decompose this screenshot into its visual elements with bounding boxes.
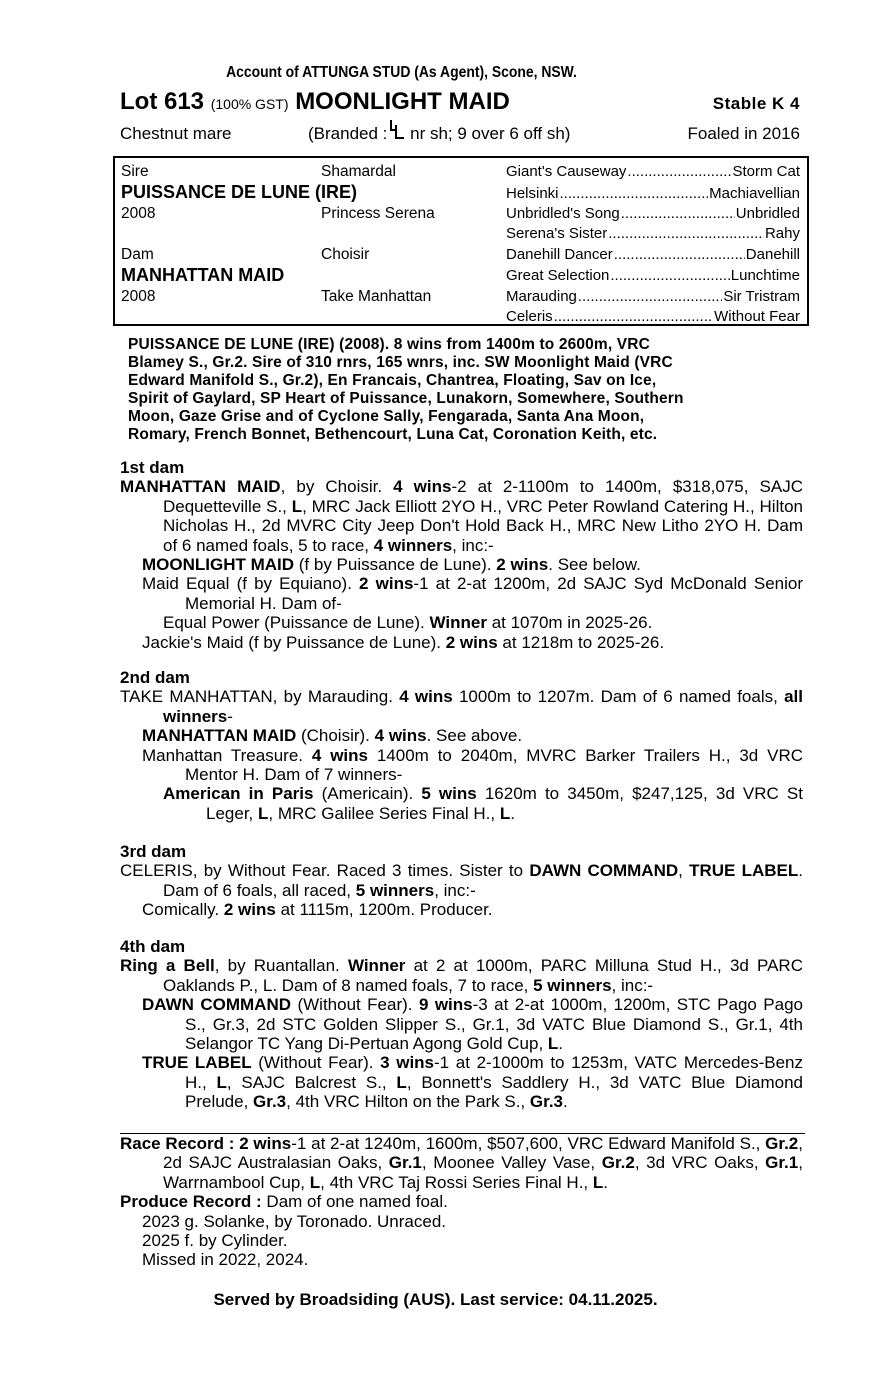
fourth-dam-section xyxy=(120,937,803,1112)
lot-title-line xyxy=(120,88,802,118)
account-line: Account of ATTUNGA STUD (As Agent), Scone, NSW. xyxy=(226,64,577,81)
progeny-entry: MANHATTAN MAID (Choisir). 4 wins. See above. xyxy=(142,726,523,746)
third-dam-text: CELERIS, by Without Fear. Raced 3 times. Sister to DAWN COMMAND, TRUE LABEL. Dam of 6 foals, all raced, 5 winners, inc:- xyxy=(120,861,803,900)
first-dam-section xyxy=(120,458,803,652)
progeny-entry: American in Paris (Americain). 5 wins 1620m to 3450m, $247,125, 3d VRC St Leger, L, MRC Galilee Series Final H., L. xyxy=(163,784,803,823)
pedigree-table xyxy=(113,156,809,326)
sex-colour: Chestnut mare xyxy=(120,124,232,143)
progeny-entry: Manhattan Treasure. 4 wins 1400m to 2040m, MVRC Barker Trailers H., 3d VRC Mentor H. Dam of 7 winners- xyxy=(142,745,803,785)
sire-dam: Princess Serena xyxy=(321,205,435,222)
brand-suffix: nr sh; 9 over 6 off sh) xyxy=(410,124,571,143)
dam-dam: Take Manhattan xyxy=(321,288,432,305)
first-dam-heading: 1st dam xyxy=(120,458,185,477)
progeny-entry: MOONLIGHT MAID (f by Puissance de Lune). 2 wins. See below. xyxy=(142,555,641,575)
dam-name: MANHATTAN MAID xyxy=(121,265,285,285)
fourth-dam-heading: 4th dam xyxy=(120,937,186,956)
ancestor-row: Unbridled's Song ..... Unbridled xyxy=(506,205,800,222)
sire-name: PUISSANCE DE LUNE (IRE) xyxy=(121,182,358,202)
race-record: Race Record : 2 wins-1 at 2-at 1240m, 1600m, $507,600, VRC Edward Manifold S., Gr.2, 2d SAJC Australasian Oaks, Gr.1, Moonee Valley Vase, Gr.2, 3d VRC Oaks, Gr.1, Warrnambool Cup, L, 4th VRC Taj Rossi Series Final H., L. xyxy=(120,1134,803,1192)
progeny-entry: Comically. 2 wins at 1115m, 1200m. Producer. xyxy=(142,900,493,920)
sire-summary-line: Edward Manifold S., Gr.2), En Francais, Chantrea, Floating, Sav on Ice, xyxy=(128,372,657,389)
ancestor-row: Serena's Sister ..... Rahy xyxy=(506,225,800,242)
second-dam-text: TAKE MANHATTAN, by Marauding. 4 wins 1000m to 1207m. Dam of 6 named foals, all winners- xyxy=(120,687,803,726)
third-dam-section xyxy=(120,842,803,920)
served-by-note: Served by Broadsiding (AUS). Last service: 04.11.2025. xyxy=(213,1290,658,1309)
foaled-year: Foaled in 2016 xyxy=(687,124,800,143)
produce-item: 2023 g. Solanke, by Toronado. Unraced. xyxy=(142,1211,447,1231)
sire-summary xyxy=(128,336,796,444)
produce-item: Missed in 2022, 2024. xyxy=(142,1250,309,1270)
ancestor-row: Marauding ..... Sir Tristram xyxy=(506,288,800,305)
brand-mark-icon xyxy=(389,126,405,140)
ancestor-row: Danehill Dancer ..... Danehill xyxy=(506,246,800,263)
sire-year: 2008 xyxy=(121,205,156,222)
progeny-entry: Maid Equal (f by Equiano). 2 wins-1 at 2-at 1200m, 2d SAJC Syd McDonald Senior Memorial H. Dam of- xyxy=(142,574,804,613)
sire-label: Sire xyxy=(121,163,149,180)
brand-prefix: (Branded : xyxy=(308,124,388,143)
lot-title xyxy=(120,88,510,116)
brand-info xyxy=(308,124,570,144)
produce-item: 2025 f. by Cylinder. xyxy=(142,1231,288,1251)
second-dam-section xyxy=(120,668,803,823)
progeny-entry: Equal Power (Puissance de Lune). Winner at 1070m in 2025-26. xyxy=(163,613,653,633)
progeny-entry: TRUE LABEL (Without Fear). 3 wins-1 at 2-1000m to 1253m, VATC Mercedes-Benz H., L, SAJC Balcrest S., L, Bonnett's Saddlery H., 3d VATC Blue Diamond Prelude, Gr.3, 4th VRC Hilton on the Park S., Gr.3. xyxy=(142,1053,803,1112)
horse-name: MOONLIGHT MAID xyxy=(295,88,510,115)
progeny-entry: Jackie's Maid (f by Puissance de Lune). 2 wins at 1218m to 2025-26. xyxy=(142,632,665,652)
produce-record: Produce Record : Dam of one named foal. xyxy=(120,1192,448,1212)
second-dam-heading: 2nd dam xyxy=(120,668,190,687)
dam-sire: Choisir xyxy=(321,246,370,263)
sire-summary-line: PUISSANCE DE LUNE (IRE) (2008). 8 wins from 1400m to 2600m, VRC xyxy=(128,336,650,353)
sire-summary-line: Blamey S., Gr.2. Sire of 310 rnrs, 165 wnrs, inc. SW Moonlight Maid (VRC xyxy=(128,354,673,371)
sire-summary-line: Spirit of Gaylard, SP Heart of Puissance, Lunakorn, Somewhere, Southern xyxy=(128,390,684,407)
ancestor-row: Giant's Causeway ..... Storm Cat xyxy=(506,163,800,180)
ancestor-row: Great Selection ..... Lunchtime xyxy=(506,267,800,284)
fourth-dam-text: Ring a Bell, by Ruantallan. Winner at 2 at 1000m, PARC Milluna Stud H., 3d PARC Oaklands P., L. Dam of 8 named foals, 7 to race, 5 winners, inc:- xyxy=(120,956,803,995)
sire-summary-line: Romary, French Bonnet, Bethencourt, Luna Cat, Coronation Keith, etc. xyxy=(128,426,658,443)
first-dam-text: MANHATTAN MAID, by Choisir. 4 wins-2 at 2-1100m to 1400m, $318,075, SAJC Dequetteville S., L, MRC Jack Elliott 2YO H., VRC Peter Rowland Catering H., Hilton Nicholas H., 2d MVRC City Jeep Don't Hold Back H., MRC New Litho 2YO H. Dam of 6 named foals, 5 to race, 4 winners, inc:- xyxy=(120,477,803,555)
gst-note: (100% GST) xyxy=(210,96,289,112)
dam-year: 2008 xyxy=(121,288,156,305)
sire-sire: Shamardal xyxy=(321,163,396,180)
sire-summary-line: Moon, Gaze Grise and of Cyclone Sally, Fengarada, Santa Ana Moon, xyxy=(128,408,645,425)
stable-number: Stable K 4 xyxy=(712,94,800,113)
third-dam-heading: 3rd dam xyxy=(120,842,187,861)
lot-number: Lot 613 xyxy=(120,88,205,115)
dam-label: Dam xyxy=(121,246,154,263)
records-section xyxy=(120,1134,803,1270)
ancestor-row: Celeris ..... Without Fear xyxy=(506,308,800,325)
ancestor-row: Helsinki ..... Machiavellian xyxy=(506,185,800,202)
progeny-entry: DAWN COMMAND (Without Fear). 9 wins-3 at 2-at 1000m, 1200m, STC Pago Pago S., Gr.3, 2d STC Golden Slipper S., Gr.1, 3d VATC Blue Diamond S., Gr.1, 4th Selangor TC Yang Di-Pertuan Agong Gold Cup, L. xyxy=(142,995,803,1054)
